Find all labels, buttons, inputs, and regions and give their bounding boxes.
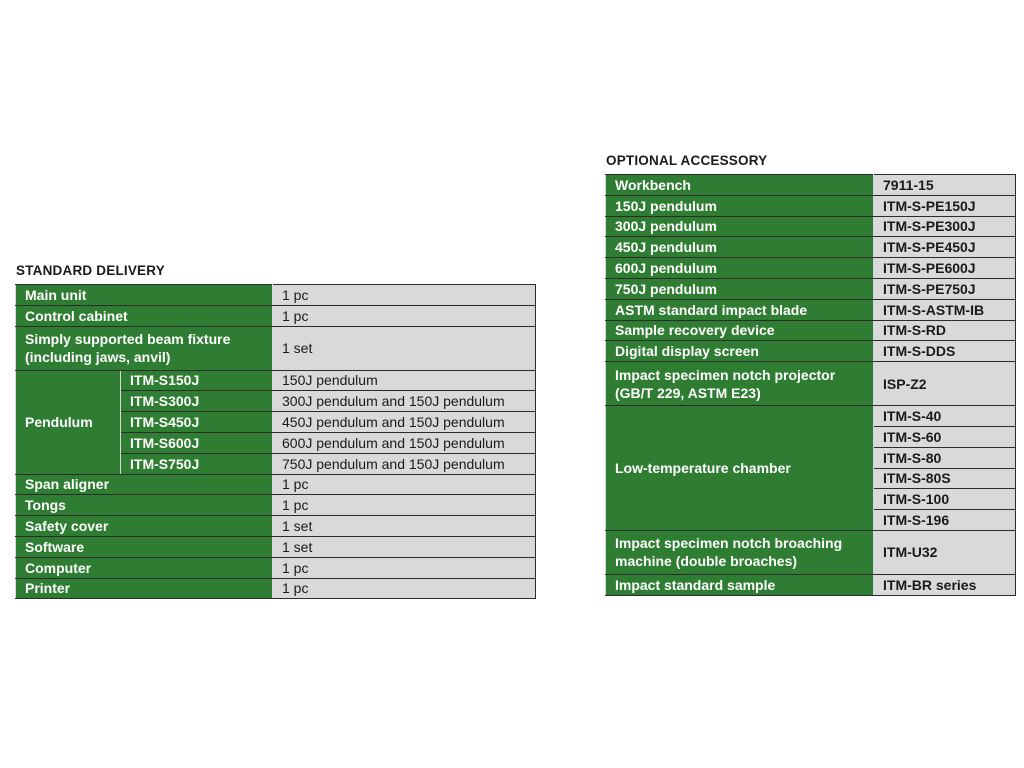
table-row (606, 237, 1016, 258)
row-label: Printer (16, 578, 273, 599)
row-label: Safety cover (16, 516, 273, 537)
row-value: ITM-S-40 (874, 406, 1016, 427)
table-row (606, 341, 1016, 362)
row-value: 1 pc (273, 578, 536, 599)
table-row (606, 258, 1016, 279)
row-label: Sample recovery device (606, 320, 874, 341)
row-label: 150J pendulum (606, 195, 874, 216)
row-label: 300J pendulum (606, 216, 874, 237)
row-value: 1 pc (273, 474, 536, 495)
table-row (16, 557, 536, 578)
table-row (16, 578, 536, 599)
row-value: ITM-S-PE600J (874, 258, 1016, 279)
table-row (606, 530, 1016, 574)
row-value: 1 set (273, 516, 536, 537)
model-cell: ITM-S450J (121, 412, 273, 433)
table-row (606, 574, 1016, 595)
row-label: ASTM standard impact blade (606, 299, 874, 320)
row-label: Simply supported beam fixture (including jaws, anvil) (16, 326, 273, 370)
row-value: 7911-15 (874, 175, 1016, 196)
row-value: ITM-S-100 (874, 489, 1016, 510)
row-value: ITM-BR series (874, 574, 1016, 595)
row-value: ISP-Z2 (874, 362, 1016, 406)
row-value: ITM-S-196 (874, 510, 1016, 531)
table-row (606, 195, 1016, 216)
row-value: 600J pendulum and 150J pendulum (273, 432, 536, 453)
pendulum-label: Pendulum (16, 370, 121, 474)
row-value: 750J pendulum and 150J pendulum (273, 453, 536, 474)
row-value: 300J pendulum and 150J pendulum (273, 391, 536, 412)
row-label: Computer (16, 557, 273, 578)
row-value: 1 pc (273, 557, 536, 578)
row-value: ITM-S-80 (874, 447, 1016, 468)
row-label: Span aligner (16, 474, 273, 495)
model-cell: ITM-S150J (121, 370, 273, 391)
row-value: 1 set (273, 536, 536, 557)
row-label: Control cabinet (16, 305, 273, 326)
table-row (16, 474, 536, 495)
row-value: ITM-S-60 (874, 426, 1016, 447)
table-row (606, 362, 1016, 406)
chamber-label: Low-temperature chamber (606, 406, 874, 531)
row-label: 600J pendulum (606, 258, 874, 279)
table-row (606, 175, 1016, 196)
row-value: 1 pc (273, 285, 536, 306)
table-row (606, 278, 1016, 299)
row-label: 750J pendulum (606, 278, 874, 299)
row-label: Main unit (16, 285, 273, 306)
standard-delivery-title: STANDARD DELIVERY (16, 263, 165, 278)
table-row (606, 406, 1016, 427)
table-row (16, 305, 536, 326)
table-row (16, 285, 536, 306)
table-row (16, 536, 536, 557)
row-value: ITM-S-RD (874, 320, 1016, 341)
row-value: 1 pc (273, 305, 536, 326)
row-value: ITM-S-PE300J (874, 216, 1016, 237)
row-value: 150J pendulum (273, 370, 536, 391)
row-label: Workbench (606, 175, 874, 196)
row-value: ITM-S-PE450J (874, 237, 1016, 258)
optional-accessory-title: OPTIONAL ACCESSORY (606, 153, 768, 168)
row-value: 1 set (273, 326, 536, 370)
table-row (16, 370, 536, 391)
table-row (16, 516, 536, 537)
row-label: Impact specimen notch broaching machine (double broaches) (606, 530, 874, 574)
optional-accessory-table (605, 174, 1016, 596)
model-cell: ITM-S300J (121, 391, 273, 412)
row-value: ITM-S-80S (874, 468, 1016, 489)
row-label: Software (16, 536, 273, 557)
row-value: ITM-S-ASTM-IB (874, 299, 1016, 320)
model-cell: ITM-S750J (121, 453, 273, 474)
table-row (16, 326, 536, 370)
row-label: Tongs (16, 495, 273, 516)
row-label: Impact specimen notch projector (GB/T 229, ASTM E23) (606, 362, 874, 406)
table-row (16, 495, 536, 516)
row-value: 1 pc (273, 495, 536, 516)
row-value: ITM-S-DDS (874, 341, 1016, 362)
table-row (606, 216, 1016, 237)
row-label: 450J pendulum (606, 237, 874, 258)
row-value: ITM-S-PE150J (874, 195, 1016, 216)
row-value: ITM-U32 (874, 530, 1016, 574)
model-cell: ITM-S600J (121, 432, 273, 453)
row-value: 450J pendulum and 150J pendulum (273, 412, 536, 433)
row-value: ITM-S-PE750J (874, 278, 1016, 299)
standard-delivery-table (15, 284, 536, 599)
table-row (606, 320, 1016, 341)
row-label: Digital display screen (606, 341, 874, 362)
table-row (606, 299, 1016, 320)
row-label: Impact standard sample (606, 574, 874, 595)
